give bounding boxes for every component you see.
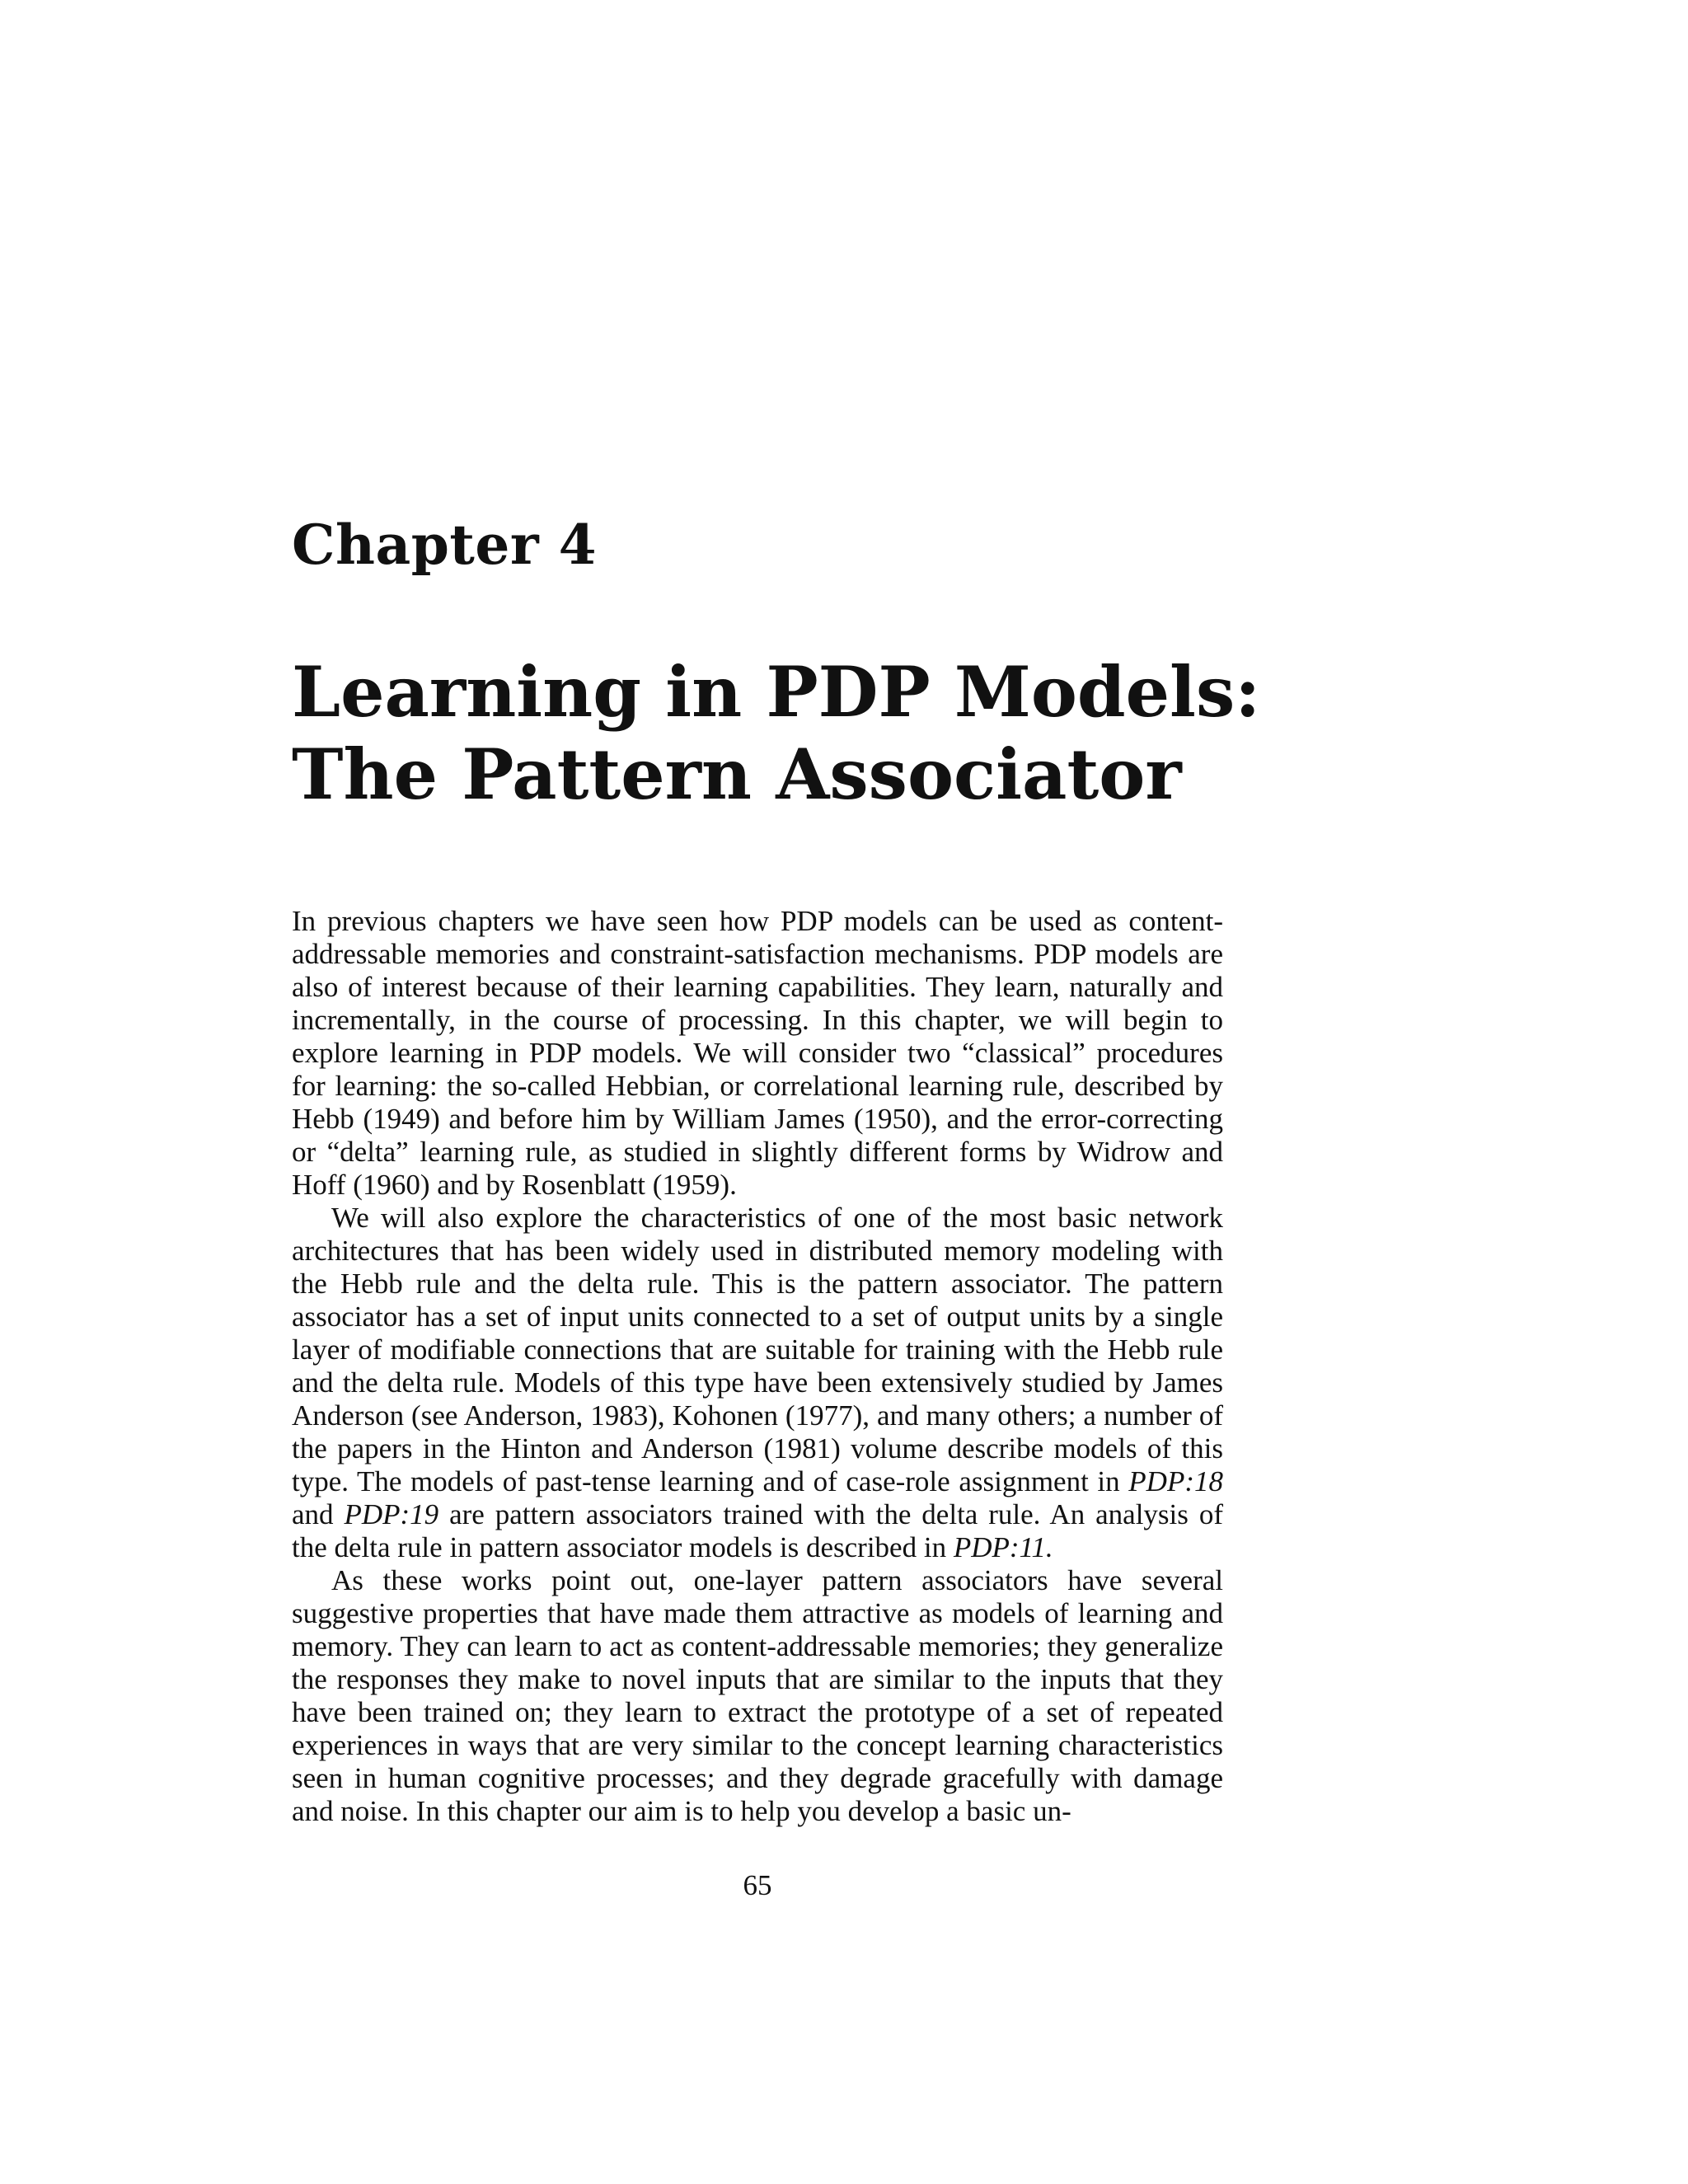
paragraph-2 [292,1202,1223,1564]
chapter-title [292,651,1396,816]
paragraph-2-text-b: and [292,1498,345,1530]
paragraph-2-text-a: We will also explore the characteristics of one of the most basic network architectures that has been widely used in distributed memory modeling with the Hebb rule and the delta rule. This is the pattern associator. The pattern associator has a set of input units connected to a set of output units by a single layer of modifiable connections that are suitable for training with the Hebb rule and the delta rule. Models of this type have been extensively studied by James Anderson (see Anderson, 1983), Kohonen (1977), and many others; a number of the papers in the Hinton and Anderson (1981) volume describe models of this type. The models of past-tense learning and of case-role assignment in [292,1202,1223,1497]
paragraph-2-text-c: are pattern associators trained with the delta rule. An analysis of the delta rule in pattern associator models is described in [292,1498,1223,1563]
reference-pdp-11: PDP:11. [953,1531,1053,1563]
chapter-title-line-1: Learning in PDP Models: [292,651,1261,733]
reference-pdp-18: PDP:18 [1128,1465,1223,1497]
page-number: 65 [743,1869,772,1901]
chapter-title-line-2: The Pattern Associator [292,733,1182,815]
chapter-label: Chapter 4 [292,513,598,577]
body-text [292,905,1223,1828]
reference-pdp-19: PDP:19 [344,1498,439,1530]
paragraph-1: In previous chapters we have seen how PDP models can be used as content-addressable memories and constraint-satisfaction mechanisms. PDP models are also of interest because of their learning capabilities. They learn, naturally and incrementally, in the course of processing. In this chapter, we will begin to explore learning in PDP models. We will consider two “classical” procedures for learning: the so-called Hebbian, or correlational learning rule, described by Hebb (1949) and before him by William James (1950), and the error-correcting or “delta” learning rule, as studied in slightly different forms by Widrow and Hoff (1960) and by Rosenblatt (1959). [292,905,1223,1201]
paragraph-3: As these works point out, one-layer pattern associators have several suggestive properties that have made them attractive as models of learning and memory. They can learn to act as content-addressable memories; they generalize the responses they make to novel inputs that are similar to the inputs that they have been trained on; they learn to extract the prototype of a set of repeated experiences in ways that are very similar to the concept learning characteristics seen in human cognitive processes; and they degrade gracefully with damage and noise. In this chapter our aim is to help you develop a basic un- [292,1564,1223,1827]
